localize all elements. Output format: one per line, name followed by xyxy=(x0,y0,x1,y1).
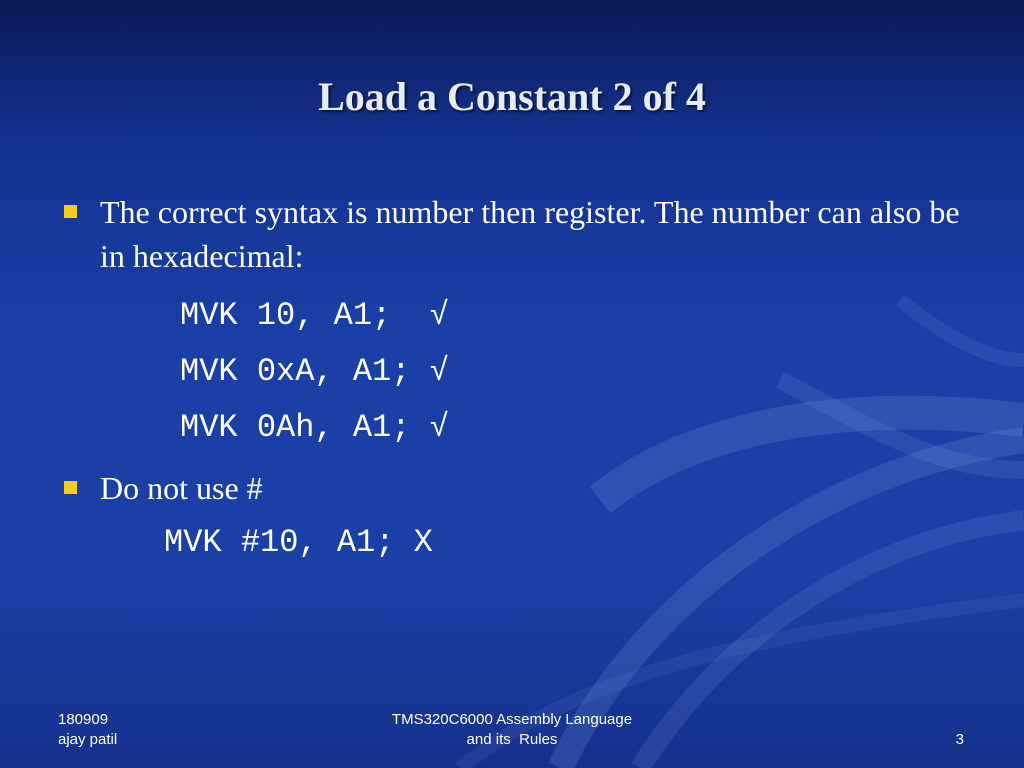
slide-title: Load a Constant 2 of 4 xyxy=(318,74,706,119)
bullet-text: The correct syntax is number then register. The number can also be in hexadecimal: xyxy=(100,194,960,274)
bullet-item-no-hash xyxy=(64,466,984,510)
code-line: MVK 0Ah, A1; √ xyxy=(180,409,449,446)
square-bullet-icon xyxy=(64,205,77,218)
footer-author: ajay patil xyxy=(58,731,118,748)
bullet-item-syntax xyxy=(64,190,984,278)
slide-page-number: 3 xyxy=(955,731,964,748)
bullet-text: Do not use # xyxy=(100,470,263,506)
footer-left xyxy=(58,710,117,750)
footer-course-title-line1: TMS320C6000 Assembly Language xyxy=(391,711,633,728)
footer-course-title-line2: and its Rules xyxy=(466,731,558,748)
code-line: MVK 0xA, A1; √ xyxy=(180,353,449,390)
footer-center xyxy=(362,710,662,750)
code-line: MVK #10, A1; X xyxy=(164,524,433,561)
footer-date: 180909 xyxy=(58,711,109,728)
code-line: MVK 10, A1; √ xyxy=(180,297,449,334)
square-bullet-icon xyxy=(64,481,77,494)
